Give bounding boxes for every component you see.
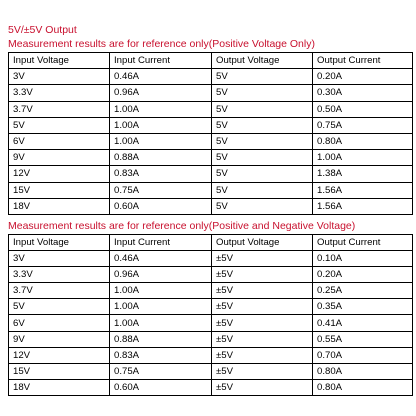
cell-output-current: 1.56A <box>313 198 413 214</box>
table-row <box>9 347 413 363</box>
cell-output-voltage: 5V <box>212 182 313 198</box>
cell-input-current: 1.00A <box>110 101 212 117</box>
reference-note-positive-negative: Measurement results are for reference only(Positive and Negative Voltage) <box>8 220 356 232</box>
cell-input-voltage: 6V <box>9 133 110 149</box>
cell-output-voltage: ±5V <box>212 299 313 315</box>
cell-output-voltage: ±5V <box>212 347 313 363</box>
cell-input-current: 1.00A <box>110 299 212 315</box>
cell-input-current: 0.96A <box>110 85 212 101</box>
cell-input-voltage: 15V <box>9 363 110 379</box>
cell-input-current: 0.88A <box>110 150 212 166</box>
cell-output-voltage: ±5V <box>212 379 313 395</box>
cell-input-current: 0.60A <box>110 379 212 395</box>
cell-input-voltage: 3.7V <box>9 101 110 117</box>
cell-input-voltage: 6V <box>9 315 110 331</box>
cell-output-voltage: 5V <box>212 69 313 85</box>
column-header-input-current: Input Current <box>110 235 212 251</box>
table-row <box>9 150 413 166</box>
cell-input-current: 0.83A <box>110 166 212 182</box>
cell-input-voltage: 5V <box>9 117 110 133</box>
cell-output-current: 1.38A <box>313 166 413 182</box>
cell-output-current: 1.56A <box>313 182 413 198</box>
cell-output-current: 0.55A <box>313 331 413 347</box>
cell-input-voltage: 3V <box>9 251 110 267</box>
cell-input-voltage: 18V <box>9 198 110 214</box>
cell-output-voltage: 5V <box>212 85 313 101</box>
cell-input-voltage: 18V <box>9 379 110 395</box>
cell-input-voltage: 12V <box>9 166 110 182</box>
cell-input-voltage: 3.7V <box>9 283 110 299</box>
cell-input-current: 0.46A <box>110 251 212 267</box>
cell-output-current: 1.00A <box>313 150 413 166</box>
table-header-row <box>9 235 413 251</box>
cell-input-current: 0.83A <box>110 347 212 363</box>
table-row <box>9 198 413 214</box>
table-row <box>9 299 413 315</box>
table-row <box>9 363 413 379</box>
cell-input-current: 0.46A <box>110 69 212 85</box>
cell-input-current: 0.88A <box>110 331 212 347</box>
table-row <box>9 267 413 283</box>
table-row <box>9 182 413 198</box>
cell-output-current: 0.25A <box>313 283 413 299</box>
table-header-row <box>9 53 413 69</box>
cell-input-voltage: 12V <box>9 347 110 363</box>
reference-note-positive: Measurement results are for reference only(Positive Voltage Only) <box>8 38 315 50</box>
cell-output-current: 0.10A <box>313 251 413 267</box>
cell-input-voltage: 5V <box>9 299 110 315</box>
cell-output-current: 0.75A <box>313 117 413 133</box>
cell-output-current: 0.80A <box>313 363 413 379</box>
measurement-table-positive <box>8 52 413 215</box>
cell-output-current: 0.50A <box>313 101 413 117</box>
cell-output-current: 0.80A <box>313 379 413 395</box>
column-header-output-voltage: Output Voltage <box>212 53 313 69</box>
cell-input-current: 1.00A <box>110 117 212 133</box>
cell-output-current: 0.35A <box>313 299 413 315</box>
column-header-output-current: Output Current <box>313 235 413 251</box>
cell-output-voltage: ±5V <box>212 251 313 267</box>
cell-input-voltage: 3.3V <box>9 85 110 101</box>
cell-output-voltage: 5V <box>212 166 313 182</box>
cell-output-current: 0.80A <box>313 133 413 149</box>
table-row <box>9 101 413 117</box>
cell-output-voltage: 5V <box>212 133 313 149</box>
column-header-output-voltage: Output Voltage <box>212 235 313 251</box>
table-row <box>9 315 413 331</box>
cell-output-voltage: ±5V <box>212 363 313 379</box>
cell-output-voltage: 5V <box>212 198 313 214</box>
table-row <box>9 166 413 182</box>
cell-input-voltage: 9V <box>9 331 110 347</box>
cell-input-current: 0.60A <box>110 198 212 214</box>
column-header-input-voltage: Input Voltage <box>9 235 110 251</box>
table-row <box>9 283 413 299</box>
measurement-table-positive-negative <box>8 234 413 396</box>
cell-input-current: 1.00A <box>110 283 212 299</box>
cell-input-current: 0.75A <box>110 363 212 379</box>
cell-output-voltage: ±5V <box>212 315 313 331</box>
cell-output-current: 0.20A <box>313 69 413 85</box>
cell-output-current: 0.20A <box>313 267 413 283</box>
page-title: 5V/±5V Output <box>8 24 77 36</box>
cell-input-voltage: 3.3V <box>9 267 110 283</box>
cell-output-voltage: ±5V <box>212 331 313 347</box>
cell-output-current: 0.70A <box>313 347 413 363</box>
column-header-input-current: Input Current <box>110 53 212 69</box>
cell-output-current: 0.41A <box>313 315 413 331</box>
cell-input-current: 1.00A <box>110 133 212 149</box>
column-header-input-voltage: Input Voltage <box>9 53 110 69</box>
cell-output-voltage: 5V <box>212 150 313 166</box>
table-row <box>9 85 413 101</box>
table-row <box>9 69 413 85</box>
cell-input-voltage: 9V <box>9 150 110 166</box>
cell-input-voltage: 3V <box>9 69 110 85</box>
cell-output-voltage: 5V <box>212 101 313 117</box>
cell-output-voltage: 5V <box>212 117 313 133</box>
cell-input-current: 0.96A <box>110 267 212 283</box>
cell-output-voltage: ±5V <box>212 267 313 283</box>
table-row <box>9 331 413 347</box>
table-row <box>9 251 413 267</box>
cell-input-current: 1.00A <box>110 315 212 331</box>
cell-output-voltage: ±5V <box>212 283 313 299</box>
table-row <box>9 379 413 395</box>
table-row <box>9 133 413 149</box>
cell-input-voltage: 15V <box>9 182 110 198</box>
column-header-output-current: Output Current <box>313 53 413 69</box>
cell-input-current: 0.75A <box>110 182 212 198</box>
cell-output-current: 0.30A <box>313 85 413 101</box>
table-row <box>9 117 413 133</box>
